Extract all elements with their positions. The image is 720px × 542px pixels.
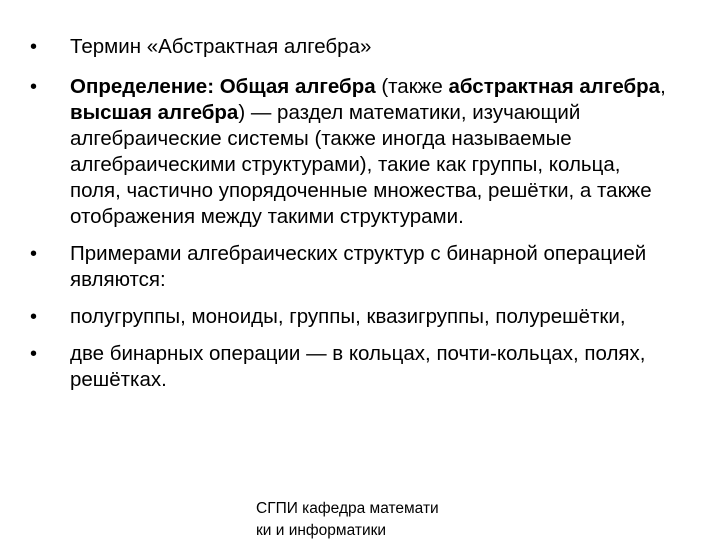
definition-text-part-2: , (660, 75, 666, 98)
bullet-examples-intro (30, 241, 670, 293)
bullet-definition (30, 74, 670, 230)
bullet-binary-structures (30, 304, 670, 330)
bullet-two-operations (30, 341, 670, 393)
bullet-icon: • (30, 306, 38, 328)
footer-line-1: СГПИ кафедра математи (256, 500, 439, 517)
two-operations-text: две бинарных операции — в кольцах, почти-кольцах, полях, решётках. (70, 342, 646, 391)
bullet-icon: • (30, 343, 38, 365)
definition-synonym-1: абстрактная алгебра (448, 75, 661, 98)
bullet-term (30, 34, 670, 60)
footer (256, 498, 486, 542)
binary-structures-text: полугруппы, моноиды, группы, квазигруппы, полурешётки, (70, 305, 626, 328)
definition-text-part-3: ) — раздел математики, изучающий алгебраические системы (также иногда называемые алгебраическими структурами), такие как группы, кольца, поля, частично упорядоченные множества, решётки, а также отображения между такими структурами. (70, 101, 652, 228)
bullet-icon: • (30, 76, 38, 98)
definition-label: Определение: Общая алгебра (70, 75, 376, 98)
bullet-icon: • (30, 243, 38, 265)
examples-intro-text: Примерами алгебраических структур с бинарной операцией являются: (70, 242, 647, 291)
definition-synonym-2: высшая алгебра (70, 101, 239, 124)
footer-line-2: ки и информатики (256, 522, 387, 539)
definition-text-part-1: (также (375, 75, 449, 98)
bullet-icon: • (30, 36, 38, 58)
bullet-list (30, 34, 670, 404)
term-text: Термин «Абстрактная алгебра» (70, 35, 372, 58)
